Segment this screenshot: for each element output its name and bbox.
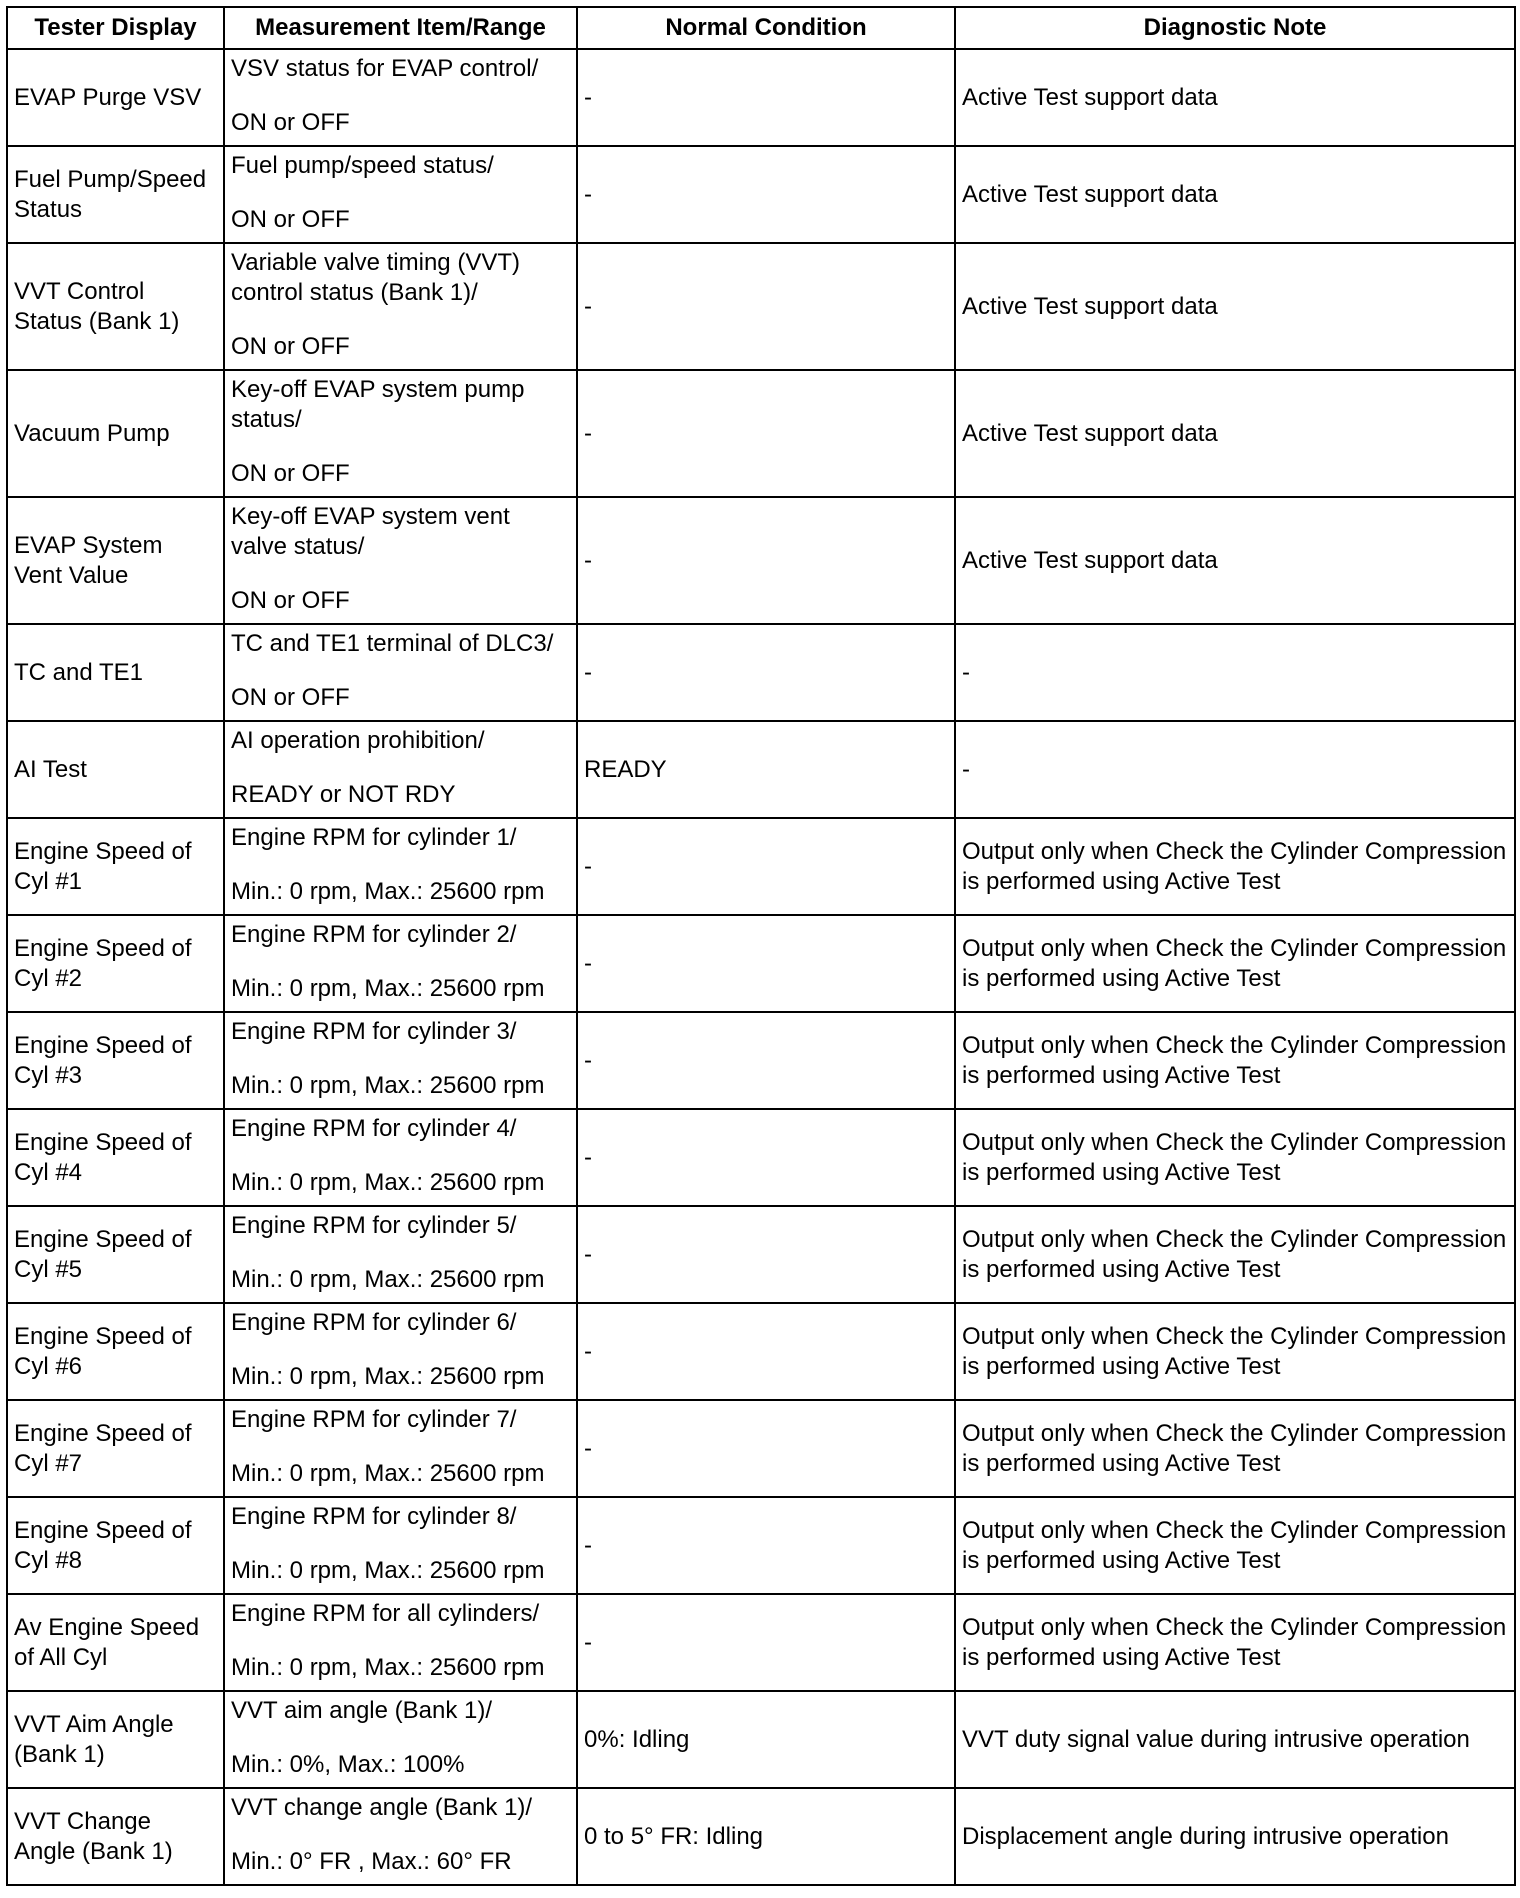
- diagnostic-note-cell: Output only when Check the Cylinder Compression is performed using Active Test: [955, 1109, 1515, 1206]
- tester-display-cell: Engine Speed of Cyl #3: [7, 1012, 224, 1109]
- header-tester-display: Tester Display: [7, 7, 224, 49]
- table-row: [7, 370, 1515, 497]
- measurement-cell: [224, 624, 577, 721]
- measurement-range: Min.: 0 rpm, Max.: 25600 rpm: [231, 1363, 545, 1390]
- diagnostic-note-cell: VVT duty signal value during intrusive operation: [955, 1691, 1515, 1788]
- measurement-range: ON or OFF: [231, 460, 350, 487]
- measurement-item: Engine RPM for cylinder 1/: [231, 824, 517, 851]
- tester-display-cell: VVT Change Angle (Bank 1): [7, 1788, 224, 1885]
- diagnostic-note-cell: Output only when Check the Cylinder Compression is performed using Active Test: [955, 1012, 1515, 1109]
- measurement-range: READY or NOT RDY: [231, 781, 456, 808]
- normal-condition-cell: -: [577, 370, 955, 497]
- measurement-cell: [224, 1497, 577, 1594]
- table-row: [7, 1012, 1515, 1109]
- table-row: [7, 49, 1515, 146]
- normal-condition-cell: -: [577, 915, 955, 1012]
- measurement-cell: [224, 49, 577, 146]
- diagnostic-note-cell: -: [955, 624, 1515, 721]
- measurement-item: Variable valve timing (VVT) control status (Bank 1)/: [231, 249, 520, 306]
- measurement-item: VVT change angle (Bank 1)/: [231, 1794, 533, 1821]
- measurement-range: ON or OFF: [231, 333, 350, 360]
- measurement-cell: [224, 915, 577, 1012]
- measurement-cell: [224, 243, 577, 370]
- tester-display-cell: AI Test: [7, 721, 224, 818]
- normal-condition-cell: -: [577, 1303, 955, 1400]
- measurement-item: VVT aim angle (Bank 1)/: [231, 1697, 493, 1724]
- diagnostic-note-cell: Output only when Check the Cylinder Compression is performed using Active Test: [955, 1594, 1515, 1691]
- table-row: [7, 721, 1515, 818]
- normal-condition-cell: -: [577, 1497, 955, 1594]
- table-row: [7, 1206, 1515, 1303]
- measurement-range: Min.: 0 rpm, Max.: 25600 rpm: [231, 1266, 545, 1293]
- measurement-range: Min.: 0 rpm, Max.: 25600 rpm: [231, 1169, 545, 1196]
- tester-display-cell: Engine Speed of Cyl #6: [7, 1303, 224, 1400]
- table-header-row: [7, 7, 1515, 49]
- measurement-item: Fuel pump/speed status/: [231, 152, 494, 179]
- measurement-item: Engine RPM for cylinder 3/: [231, 1018, 517, 1045]
- measurement-item: Engine RPM for all cylinders/: [231, 1600, 540, 1627]
- tester-display-cell: Engine Speed of Cyl #7: [7, 1400, 224, 1497]
- diagnostic-note-cell: Output only when Check the Cylinder Compression is performed using Active Test: [955, 1400, 1515, 1497]
- measurement-cell: [224, 1206, 577, 1303]
- measurement-item: Key-off EVAP system pump status/: [231, 376, 525, 433]
- table-row: [7, 1400, 1515, 1497]
- normal-condition-cell: 0%: Idling: [577, 1691, 955, 1788]
- measurement-range: Min.: 0 rpm, Max.: 25600 rpm: [231, 975, 545, 1002]
- table-row: [7, 915, 1515, 1012]
- table-row: [7, 1497, 1515, 1594]
- measurement-item: Engine RPM for cylinder 7/: [231, 1406, 517, 1433]
- tester-display-cell: EVAP Purge VSV: [7, 49, 224, 146]
- table-row: [7, 1109, 1515, 1206]
- measurement-range: ON or OFF: [231, 587, 350, 614]
- diagnostic-note-cell: Active Test support data: [955, 497, 1515, 624]
- table-row: [7, 1594, 1515, 1691]
- tester-display-cell: Fuel Pump/Speed Status: [7, 146, 224, 243]
- table-row: [7, 243, 1515, 370]
- measurement-range: Min.: 0 rpm, Max.: 25600 rpm: [231, 1072, 545, 1099]
- measurement-cell: [224, 1109, 577, 1206]
- diagnostic-note-cell: Active Test support data: [955, 146, 1515, 243]
- table-row: [7, 1303, 1515, 1400]
- diagnostic-note-cell: Active Test support data: [955, 370, 1515, 497]
- normal-condition-cell: -: [577, 243, 955, 370]
- measurement-cell: [224, 1594, 577, 1691]
- measurement-cell: [224, 1012, 577, 1109]
- tester-display-cell: Engine Speed of Cyl #4: [7, 1109, 224, 1206]
- measurement-cell: [224, 1303, 577, 1400]
- measurement-range: ON or OFF: [231, 206, 350, 233]
- measurement-cell: [224, 146, 577, 243]
- diagnostic-note-cell: -: [955, 721, 1515, 818]
- measurement-range: Min.: 0 rpm, Max.: 25600 rpm: [231, 1557, 545, 1584]
- measurement-range: Min.: 0 rpm, Max.: 25600 rpm: [231, 1654, 545, 1681]
- table-row: [7, 497, 1515, 624]
- tester-display-cell: Vacuum Pump: [7, 370, 224, 497]
- tester-display-cell: VVT Control Status (Bank 1): [7, 243, 224, 370]
- table-row: [7, 624, 1515, 721]
- measurement-cell: [224, 721, 577, 818]
- normal-condition-cell: -: [577, 1594, 955, 1691]
- normal-condition-cell: -: [577, 1206, 955, 1303]
- measurement-item: Engine RPM for cylinder 8/: [231, 1503, 517, 1530]
- measurement-cell: [224, 818, 577, 915]
- normal-condition-cell: -: [577, 146, 955, 243]
- tester-display-cell: Av Engine Speed of All Cyl: [7, 1594, 224, 1691]
- measurement-cell: [224, 1400, 577, 1497]
- measurement-cell: [224, 1691, 577, 1788]
- measurement-cell: [224, 370, 577, 497]
- tester-display-cell: VVT Aim Angle (Bank 1): [7, 1691, 224, 1788]
- diagnostic-note-cell: Output only when Check the Cylinder Compression is performed using Active Test: [955, 1206, 1515, 1303]
- diagnostic-note-cell: Output only when Check the Cylinder Compression is performed using Active Test: [955, 915, 1515, 1012]
- diagnostic-note-cell: Active Test support data: [955, 49, 1515, 146]
- measurement-range: Min.: 0° FR , Max.: 60° FR: [231, 1848, 512, 1875]
- measurement-range: ON or OFF: [231, 109, 350, 136]
- measurement-cell: [224, 497, 577, 624]
- measurement-range: Min.: 0 rpm, Max.: 25600 rpm: [231, 878, 545, 905]
- diagnostic-data-table: [6, 6, 1516, 1886]
- measurement-item: Engine RPM for cylinder 6/: [231, 1309, 517, 1336]
- measurement-item: Engine RPM for cylinder 5/: [231, 1212, 517, 1239]
- measurement-range: Min.: 0 rpm, Max.: 25600 rpm: [231, 1460, 545, 1487]
- tester-display-cell: TC and TE1: [7, 624, 224, 721]
- table-row: [7, 818, 1515, 915]
- measurement-item: Engine RPM for cylinder 4/: [231, 1115, 517, 1142]
- diagnostic-note-cell: Active Test support data: [955, 243, 1515, 370]
- normal-condition-cell: -: [577, 1012, 955, 1109]
- normal-condition-cell: -: [577, 1109, 955, 1206]
- header-normal-condition: Normal Condition: [577, 7, 955, 49]
- diagnostic-note-cell: Displacement angle during intrusive operation: [955, 1788, 1515, 1885]
- measurement-item: Engine RPM for cylinder 2/: [231, 921, 517, 948]
- diagnostic-note-cell: Output only when Check the Cylinder Compression is performed using Active Test: [955, 818, 1515, 915]
- measurement-range: Min.: 0%, Max.: 100%: [231, 1751, 465, 1778]
- measurement-item: AI operation prohibition/: [231, 727, 485, 754]
- header-measurement-item: Measurement Item/Range: [224, 7, 577, 49]
- tester-display-cell: EVAP System Vent Value: [7, 497, 224, 624]
- measurement-item: TC and TE1 terminal of DLC3/: [231, 630, 554, 657]
- normal-condition-cell: 0 to 5° FR: Idling: [577, 1788, 955, 1885]
- tester-display-cell: Engine Speed of Cyl #5: [7, 1206, 224, 1303]
- measurement-item: Key-off EVAP system vent valve status/: [231, 503, 510, 560]
- header-diagnostic-note: Diagnostic Note: [955, 7, 1515, 49]
- measurement-cell: [224, 1788, 577, 1885]
- normal-condition-cell: READY: [577, 721, 955, 818]
- diagnostic-note-cell: Output only when Check the Cylinder Compression is performed using Active Test: [955, 1303, 1515, 1400]
- normal-condition-cell: -: [577, 624, 955, 721]
- tester-display-cell: Engine Speed of Cyl #2: [7, 915, 224, 1012]
- table-row: [7, 146, 1515, 243]
- tester-display-cell: Engine Speed of Cyl #8: [7, 1497, 224, 1594]
- tester-display-cell: Engine Speed of Cyl #1: [7, 818, 224, 915]
- normal-condition-cell: -: [577, 1400, 955, 1497]
- table-row: [7, 1691, 1515, 1788]
- normal-condition-cell: -: [577, 49, 955, 146]
- normal-condition-cell: -: [577, 818, 955, 915]
- measurement-range: ON or OFF: [231, 684, 350, 711]
- normal-condition-cell: -: [577, 497, 955, 624]
- measurement-item: VSV status for EVAP control/: [231, 55, 539, 82]
- table-row: [7, 1788, 1515, 1885]
- diagnostic-note-cell: Output only when Check the Cylinder Compression is performed using Active Test: [955, 1497, 1515, 1594]
